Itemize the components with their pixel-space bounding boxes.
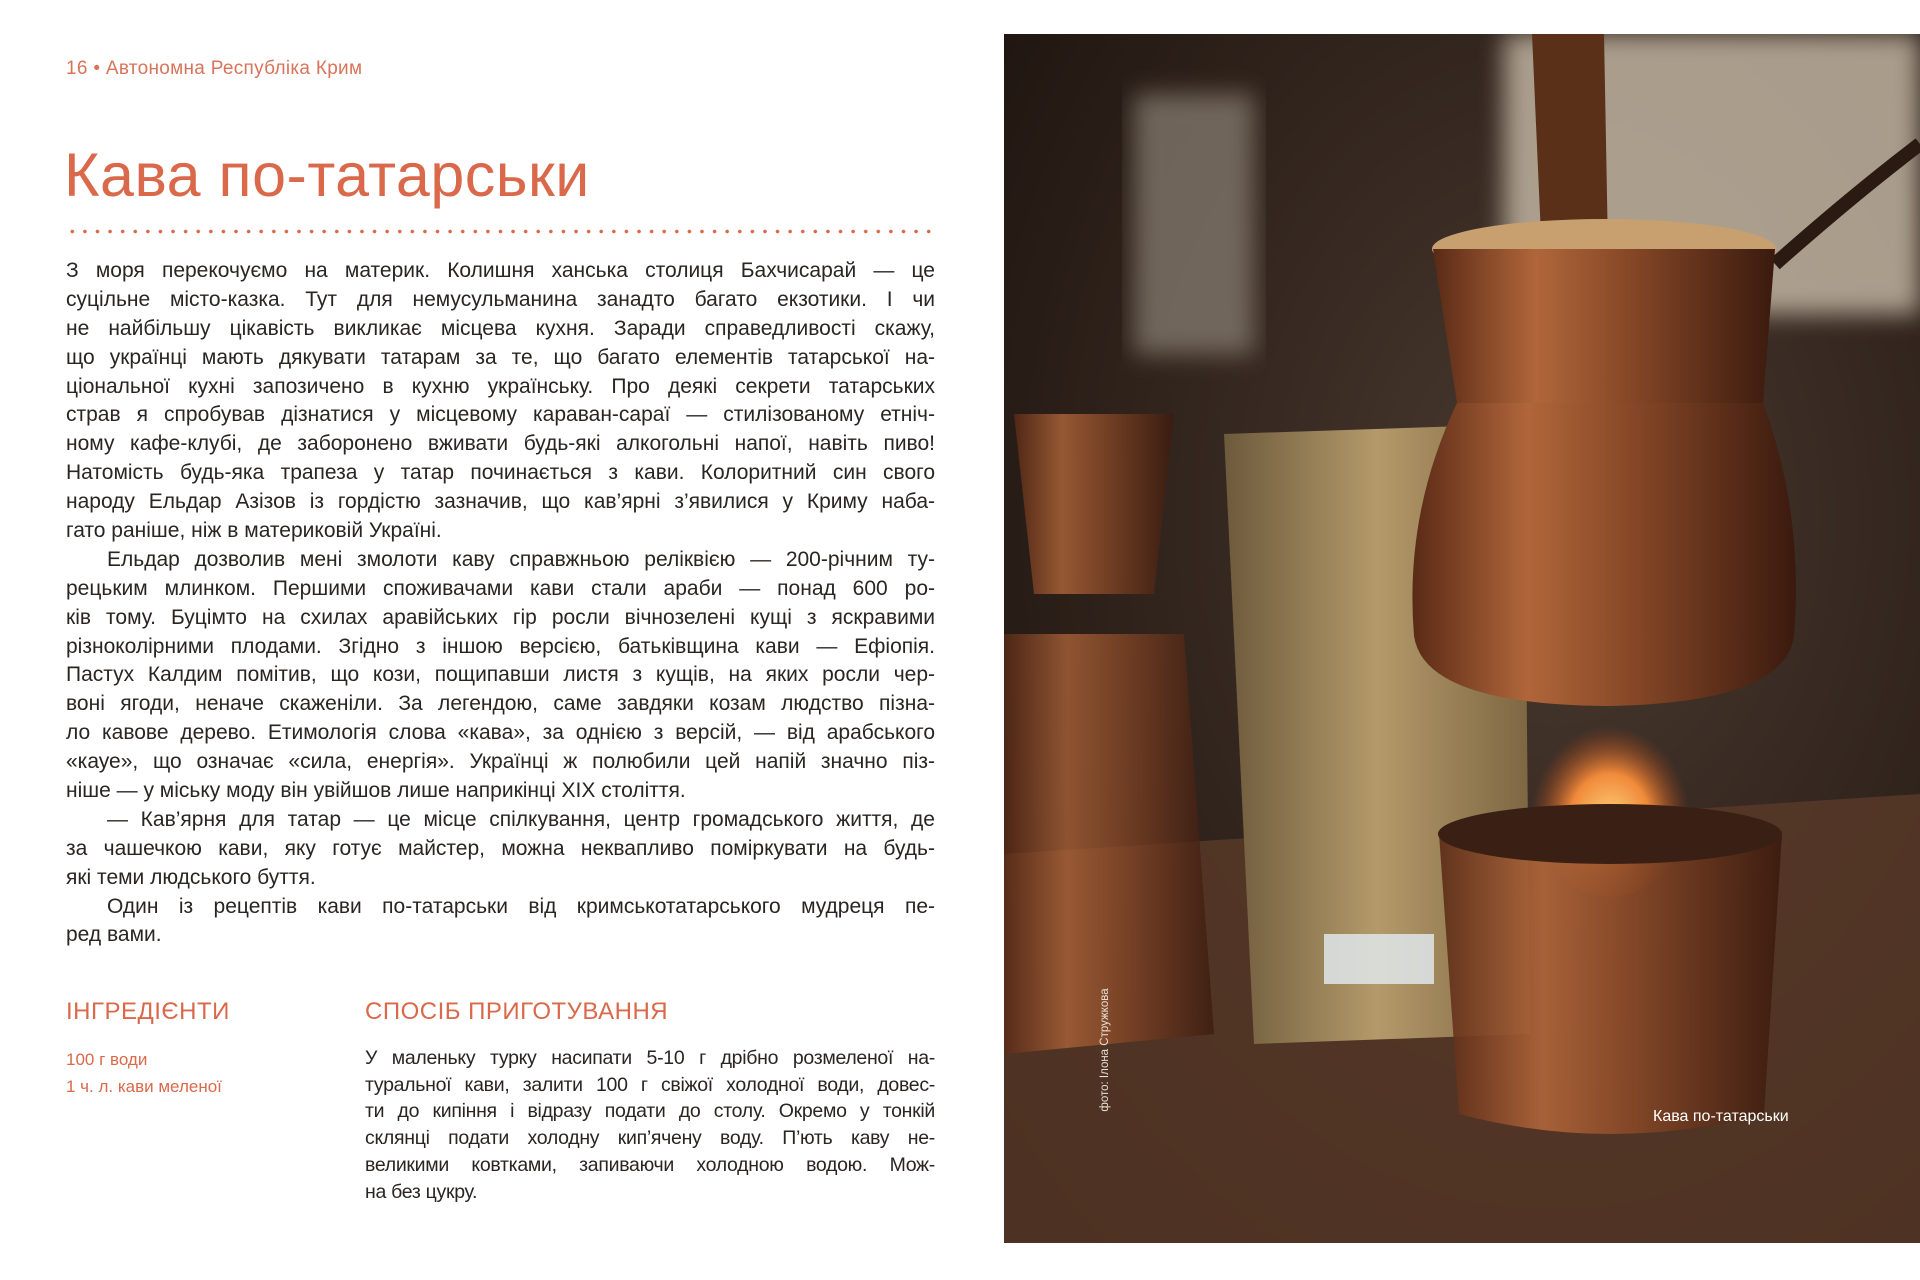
body-line: З моря перекочуємо на материк. Колишня ханська столиця Бахчисарай — це: [66, 259, 935, 282]
body-line: Пастух Калдим помітив, що кози, пощипавши листя з кущів, на яких росли чер-: [66, 663, 935, 687]
method-line: склянці подати холодну кип’ячену воду. П’ють каву не-: [365, 1127, 935, 1150]
dotted-divider: [66, 229, 936, 234]
body-line: за чашечкою кави, яку готує майстер, можна неквапливо поміркувати на будь-: [66, 836, 935, 860]
body-line: ному кафе-клубі, де заборонено вживати будь-які алкогольні напої, навіть пиво!: [66, 432, 935, 456]
body-line: ло кавове дерево. Етимологія слова «кава», за однією з версій, — від арабського: [66, 721, 935, 745]
body-line: Ельдар дозволив мені змолоти каву справжньою реліквією — 200-річним ту-: [107, 547, 935, 571]
method-line: туральної кави, залити 100 г свіжої холодної води, довес-: [365, 1073, 935, 1096]
photo-credit: фото: Ілона Стружкова: [1099, 988, 1111, 1112]
photo-illustration: [1004, 34, 1920, 1243]
method-text: [365, 1045, 935, 1205]
body-line: що українці мають дякувати татарам за те, що багато елементів татарської на-: [66, 345, 935, 369]
ingredient-item: 100 г води: [66, 1050, 148, 1069]
body-line: Один із рецептів кави по-татарськи від кримськотатарського мудреця пе-: [107, 894, 935, 918]
body-line: рецьким млинком. Першими споживачами кави стали араби — понад 600 ро-: [66, 576, 935, 600]
method-line: ти до кипіння і відразу подати до столу. Окремо у тонкій: [365, 1100, 935, 1123]
body-line: гато раніше, ніж в материковій Україні.: [66, 519, 442, 543]
body-line: страв я спробував дізнатися у місцевому караван-сараї — стилізованому етніч-: [66, 403, 935, 427]
coffee-photo: [1004, 34, 1920, 1243]
body-line: ніше — у міську моду він увійшов лише наприкінці XIX століття.: [66, 779, 686, 803]
ingredients-heading: ІНГРЕДІЄНТИ: [66, 998, 230, 1025]
running-head: 16 • Автономна Республіка Крим: [66, 58, 363, 79]
ingredient-item: 1 ч. л. кави меленої: [66, 1077, 222, 1096]
body-line: ків тому. Буцімто на схилах аравійських гір росли вічнозелені кущі з яскравими: [66, 605, 935, 629]
body-line: Натомість будь-яка трапеза у татар починається з кави. Колоритний син свого: [66, 461, 935, 485]
body-text: [66, 257, 935, 950]
photo-caption: Кава по-татарськи: [1653, 1108, 1789, 1125]
method-line: У маленьку турку насипати 5-10 г дрібно розмеленої на-: [365, 1047, 935, 1069]
method-line: на без цукру.: [365, 1180, 478, 1203]
method-line: великими ковтками, запиваючи холодною водою. Мож-: [365, 1153, 935, 1176]
body-line: воні ягоди, неначе скаженіли. За легендою, саме завдяки козам людство пізна-: [66, 692, 935, 716]
body-line: «кауе», що означає «сила, енергія». Українці ж полюбили цей напій значно піз-: [66, 750, 935, 774]
body-line: різноколірними плодами. Згідно з іншою версією, батьківщина кави — Ефіопія.: [66, 634, 935, 658]
body-line: суцільне місто-казка. Тут для немусульманина занадто багато екзотики. І чи: [66, 287, 935, 311]
body-line: не найбільшу цікавість викликає місцева кухня. Заради справедливості скажу,: [66, 316, 935, 340]
method-heading: СПОСІБ ПРИГОТУВАННЯ: [365, 998, 669, 1025]
body-line: — Кав’ярня для татар — це місце спілкування, центр громадського життя, де: [107, 807, 935, 831]
body-line: ціональної кухні запозичено в кухню українську. Про деякі секрети татарських: [66, 374, 935, 398]
body-line: народу Ельдар Азізов із гордістю зазначив, що кав’ярні з’явилися у Криму наба-: [66, 490, 935, 514]
body-line: які теми людського буття.: [66, 865, 316, 889]
ingredients-list: [66, 1046, 222, 1100]
body-line: ред вами.: [66, 923, 162, 947]
page-title: Кава по-татарськи: [64, 141, 590, 209]
